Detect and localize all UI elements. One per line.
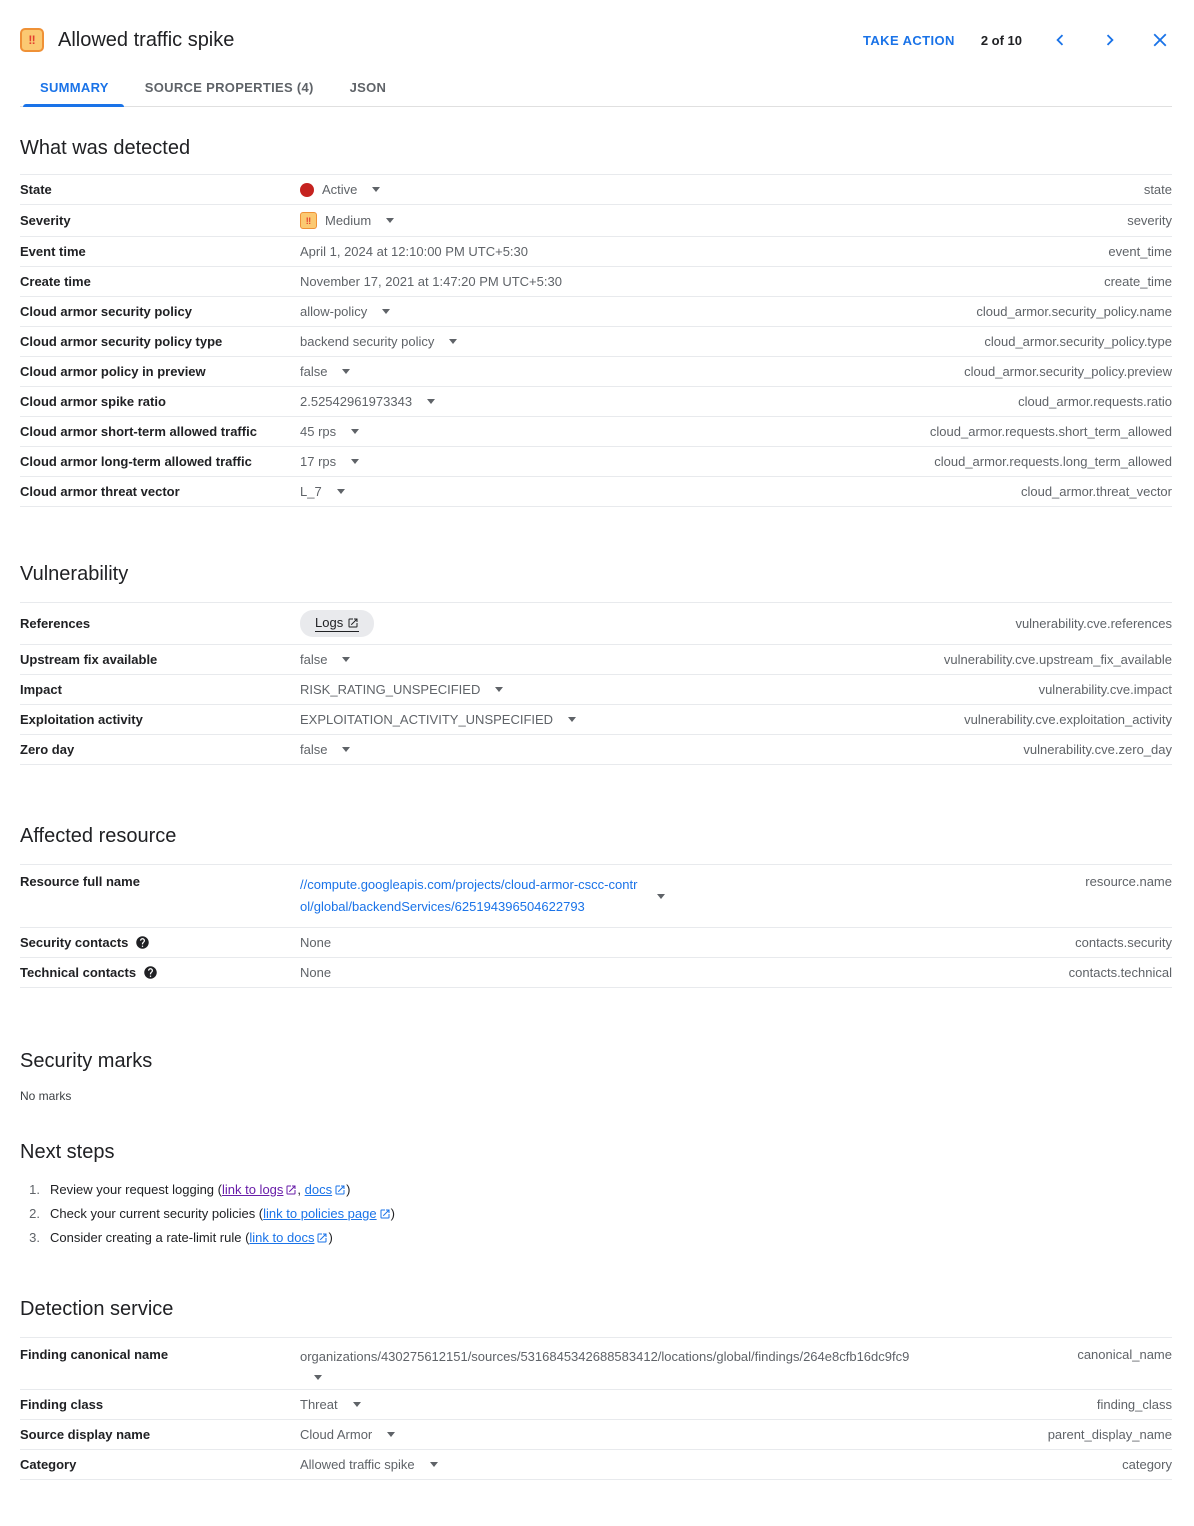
chevron-down-icon [430, 1462, 438, 1467]
row-security-contacts [20, 928, 1172, 958]
no-marks-text: No marks [20, 1089, 72, 1103]
field-value: RISK_RATING_UNSPECIFIED [300, 682, 481, 697]
chevron-down-icon [342, 369, 350, 374]
field-label: Finding class [20, 1397, 104, 1412]
tab-json[interactable]: JSON [349, 80, 387, 95]
panel-header [20, 0, 1172, 52]
step-number: 1. [29, 1182, 40, 1197]
value-dropdown[interactable] [300, 1457, 438, 1472]
row-threat-vector [20, 477, 1172, 507]
chevron-down-icon [427, 399, 435, 404]
section-security-marks [20, 1050, 1172, 1103]
row-canonical-name [20, 1338, 1172, 1390]
logs-chip-button[interactable] [300, 610, 374, 637]
value-dropdown[interactable] [300, 712, 576, 727]
field-value: 45 rps [300, 424, 337, 439]
row-finding-class [20, 1390, 1172, 1420]
step-text: ) [328, 1230, 333, 1245]
field-value: Medium [325, 213, 372, 228]
tab-summary[interactable]: SUMMARY [20, 70, 127, 106]
step-text: Check your current security policies ( [50, 1206, 264, 1221]
step-text: Review your request logging ( [50, 1182, 222, 1197]
step-text: , [297, 1182, 305, 1197]
field-value: Allowed traffic spike [300, 1457, 415, 1472]
source-key: cloud_armor.threat_vector [1020, 484, 1172, 499]
row-long-term-allowed [20, 447, 1172, 477]
field-value: false [300, 652, 328, 667]
pagination-count: 2 of 10 [980, 32, 1022, 48]
value-dropdown[interactable] [300, 424, 359, 439]
row-category [20, 1450, 1172, 1480]
docs-link[interactable] [305, 1178, 346, 1202]
medium-severity-icon: ‼ [300, 212, 317, 229]
source-key: vulnerability.cve.zero_day [1023, 742, 1172, 757]
field-label: Cloud armor long-term allowed traffic [20, 454, 252, 469]
field-value: None [300, 935, 332, 950]
active-state-icon [300, 183, 314, 197]
tab-bar [20, 70, 1172, 107]
row-references [20, 603, 1172, 645]
field-label: Severity [20, 213, 71, 228]
field-label: Event time [20, 244, 86, 259]
source-key: finding_class [1096, 1397, 1172, 1412]
section-title: Affected resource [20, 825, 177, 847]
section-next-steps [20, 1141, 1172, 1250]
source-key: contacts.technical [1068, 965, 1172, 980]
help-icon[interactable] [135, 935, 150, 950]
field-label: Technical contacts [20, 965, 137, 980]
row-policy-preview [20, 357, 1172, 387]
close-button[interactable] [1148, 28, 1172, 52]
chevron-down-icon [387, 1432, 395, 1437]
value-dropdown[interactable] [300, 394, 435, 409]
row-resource-full-name [20, 865, 1172, 928]
section-title: Vulnerability [20, 563, 129, 585]
state-value-dropdown[interactable] [300, 182, 380, 197]
chevron-down-icon [386, 218, 394, 223]
link-to-policies-page[interactable] [263, 1202, 390, 1226]
source-key: resource.name [1085, 874, 1172, 889]
value-dropdown[interactable] [300, 1397, 361, 1412]
field-value: EXPLOITATION_ACTIVITY_UNSPECIFIED [300, 712, 554, 727]
link-label: docs [304, 1182, 333, 1197]
field-label: Category [20, 1457, 77, 1472]
row-event-time [20, 237, 1172, 267]
link-label: link to docs [249, 1230, 315, 1245]
chevron-down-icon [351, 459, 359, 464]
source-key: create_time [1104, 274, 1172, 289]
step-text: ) [390, 1206, 395, 1221]
source-key: parent_display_name [1047, 1427, 1172, 1442]
field-label: Impact [20, 682, 62, 697]
next-step-item [20, 1178, 1172, 1202]
row-security-policy [20, 297, 1172, 327]
field-label: Exploitation activity [20, 712, 143, 727]
field-value: allow-policy [300, 304, 368, 319]
value-dropdown[interactable] [300, 652, 350, 667]
field-label: Upstream fix available [20, 652, 158, 667]
row-source-display-name [20, 1420, 1172, 1450]
section-detection-service [20, 1298, 1172, 1480]
chevron-down-icon [657, 894, 665, 899]
chevron-down-icon [342, 657, 350, 662]
value-dropdown[interactable] [300, 304, 390, 319]
medium-severity-icon: ‼ [20, 28, 44, 52]
row-technical-contacts [20, 958, 1172, 988]
row-exploitation-activity [20, 705, 1172, 735]
chevron-down-icon [449, 339, 457, 344]
field-label: Cloud armor short-term allowed traffic [20, 424, 257, 439]
source-key: vulnerability.cve.upstream_fix_available [943, 652, 1172, 667]
source-key: cloud_armor.requests.long_term_allowed [934, 454, 1172, 469]
section-affected-resource [20, 825, 1172, 988]
source-key: contacts.security [1075, 935, 1172, 950]
row-create-time [20, 267, 1172, 297]
row-spike-ratio [20, 387, 1172, 417]
chevron-left-icon [1049, 29, 1071, 51]
row-severity [20, 205, 1172, 237]
link-label: link to policies page [263, 1206, 377, 1221]
chevron-down-icon [382, 309, 390, 314]
resource-link[interactable]: //compute.googleapis.com/projects/cloud-armor-cscc-control/global/backendServices/625194396504622793 [300, 877, 638, 914]
source-key: category [1122, 1457, 1172, 1472]
chevron-down-icon [372, 187, 380, 192]
value-dropdown[interactable] [300, 484, 345, 499]
section-title: Next steps [20, 1141, 115, 1163]
chevron-down-icon [337, 489, 345, 494]
link-label: link to logs [221, 1182, 284, 1197]
section-title: Security marks [20, 1050, 153, 1072]
value-dropdown[interactable] [300, 742, 350, 757]
source-key: cloud_armor.security_policy.preview [964, 364, 1172, 379]
external-link-icon [316, 1232, 328, 1244]
value-dropdown[interactable] [300, 1427, 395, 1442]
row-impact [20, 675, 1172, 705]
field-label: State [20, 182, 52, 197]
source-key: vulnerability.cve.impact [1038, 682, 1172, 697]
chip-label: Logs [315, 615, 344, 630]
chevron-down-icon [351, 429, 359, 434]
field-label: References [20, 616, 91, 631]
source-key: vulnerability.cve.exploitation_activity [964, 712, 1172, 727]
field-label: Cloud armor security policy type [20, 334, 223, 349]
tab-source-properties[interactable]: SOURCE PROPERTIES (4) [144, 80, 314, 95]
page-title: Allowed traffic spike [58, 28, 235, 51]
field-value: November 17, 2021 at 1:47:20 PM UTC+5:30 [300, 274, 562, 289]
next-step-item [20, 1226, 1172, 1250]
section-what-was-detected [20, 137, 1172, 507]
field-label: Zero day [20, 742, 75, 757]
field-label: Finding canonical name [20, 1347, 169, 1362]
row-upstream-fix [20, 645, 1172, 675]
field-value: backend security policy [300, 334, 435, 349]
row-security-policy-type [20, 327, 1172, 357]
source-key: event_time [1108, 244, 1172, 259]
field-label: Cloud armor policy in preview [20, 364, 206, 379]
value-dropdown[interactable] [300, 454, 359, 469]
field-value: 2.52542961973343 [300, 394, 413, 409]
source-key: cloud_armor.requests.short_term_allowed [929, 424, 1172, 439]
field-value: Cloud Armor [300, 1427, 373, 1442]
canonical-name-dropdown[interactable] [300, 1347, 1061, 1380]
value-dropdown[interactable] [300, 364, 350, 379]
value-dropdown[interactable] [300, 334, 457, 349]
field-label: Security contacts [20, 935, 129, 950]
field-label: Cloud armor spike ratio [20, 394, 166, 409]
source-key: severity [1127, 213, 1172, 228]
chevron-down-icon [353, 1402, 361, 1407]
value-dropdown[interactable] [300, 682, 503, 697]
chevron-right-icon [1099, 29, 1121, 51]
step-number: 3. [29, 1230, 40, 1245]
previous-finding-button[interactable] [1048, 28, 1072, 52]
section-title: What was detected [20, 137, 191, 159]
chevron-down-icon [342, 747, 350, 752]
external-link-icon [334, 1184, 346, 1196]
take-action-button[interactable]: TAKE ACTION [863, 32, 955, 48]
external-link-icon [379, 1208, 391, 1220]
field-value: Threat [300, 1397, 338, 1412]
row-zero-day [20, 735, 1172, 765]
field-value: Active [322, 182, 358, 197]
field-label: Create time [20, 274, 91, 289]
section-vulnerability [20, 563, 1172, 765]
severity-value-dropdown[interactable] [300, 212, 394, 229]
field-value: false [300, 742, 328, 757]
help-icon[interactable] [143, 965, 158, 980]
field-value: 17 rps [300, 454, 337, 469]
chevron-down-icon [568, 717, 576, 722]
chevron-down-icon [495, 687, 503, 692]
field-value: L_7 [300, 484, 322, 499]
step-number: 2. [29, 1206, 40, 1221]
source-key: state [1143, 182, 1172, 197]
external-link-icon [347, 617, 359, 629]
source-key: canonical_name [1077, 1347, 1172, 1362]
step-text: Consider creating a rate-limit rule ( [50, 1230, 250, 1245]
field-value: April 1, 2024 at 12:10:00 PM UTC+5:30 [300, 244, 528, 259]
next-finding-button[interactable] [1098, 28, 1122, 52]
link-to-docs[interactable] [249, 1226, 328, 1250]
next-step-item [20, 1202, 1172, 1226]
link-to-logs[interactable] [222, 1178, 297, 1202]
row-state [20, 175, 1172, 205]
source-key: cloud_armor.requests.ratio [1018, 394, 1172, 409]
resource-name-dropdown[interactable] [300, 874, 665, 918]
section-title: Detection service [20, 1298, 174, 1320]
field-label: Cloud armor threat vector [20, 484, 180, 499]
source-key: cloud_armor.security_policy.name [976, 304, 1172, 319]
close-icon [1149, 29, 1171, 51]
field-value: None [300, 965, 332, 980]
source-key: vulnerability.cve.references [1015, 616, 1172, 631]
field-value: organizations/430275612151/sources/5316845342688583412/locations/global/findings/264e8cfb16dc9fc9 [300, 1349, 910, 1364]
chevron-down-icon [314, 1375, 322, 1380]
field-label: Source display name [20, 1427, 151, 1442]
step-text: ) [346, 1182, 351, 1197]
field-value: false [300, 364, 328, 379]
field-label: Cloud armor security policy [20, 304, 192, 319]
external-link-icon [285, 1184, 297, 1196]
source-key: cloud_armor.security_policy.type [984, 334, 1172, 349]
row-short-term-allowed [20, 417, 1172, 447]
field-label: Resource full name [20, 874, 140, 889]
